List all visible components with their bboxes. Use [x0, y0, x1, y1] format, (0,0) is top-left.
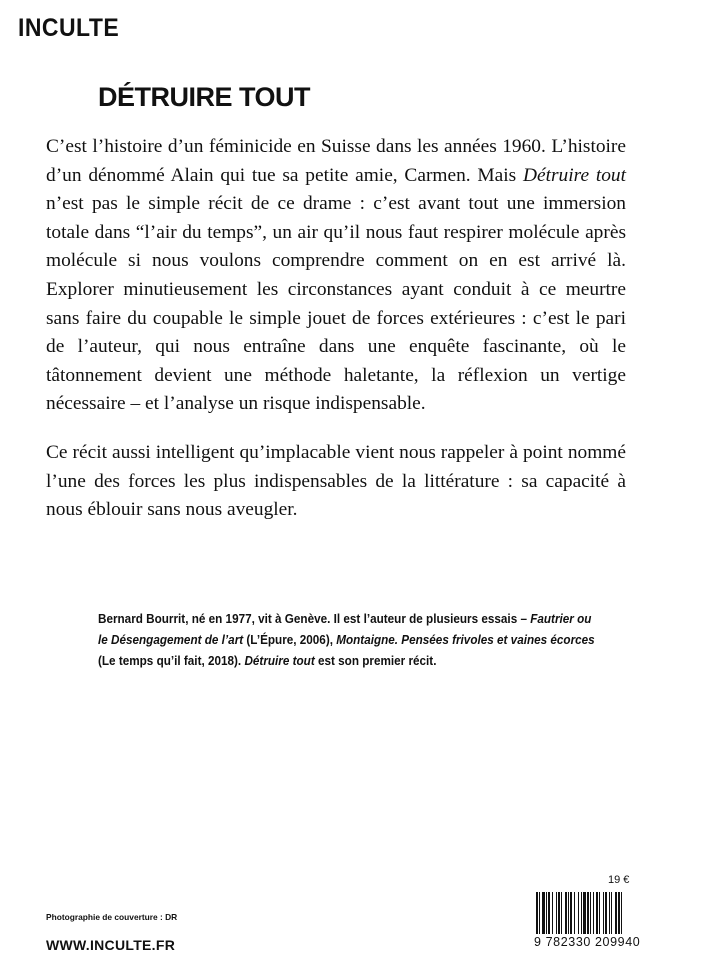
author-bio-text: [98, 609, 600, 672]
back-cover-blurb: [46, 133, 626, 525]
blurb-paragraph-2: Ce récit aussi intelligent qu’implacable vient nous rappeler à point nommé l’une des forces les plus indispensables de la littérature : sa capacité à nous éblouir sans nous aveugler.: [46, 441, 626, 521]
blurb-paragraph-1: [46, 133, 626, 419]
bio-work-title: Montaigne. Pensées frivoles et vaines écorces: [336, 633, 595, 647]
publisher-website: WWW.INCULTE.FR: [46, 937, 176, 953]
barcode-bars: [534, 892, 652, 936]
bio-work-title: Fautrier ou le Désengagement de l’art: [98, 612, 592, 647]
bio-text: Bernard Bourrit, né en 1977, vit à Genève. Il est l’auteur de plusieurs essais –: [98, 612, 531, 626]
blurb-text: n’est pas le simple récit de ce drame : c’est avant tout une immersion totale dans “l’air du temps”, un air qu’il nous faut respirer molécule après molécule si nous voulons comprendre comment on en est arrivé là. Explorer minutieusement les circonstances ayant conduit à ce meurtre sans faire du coupable le simple jouet de forces extérieures : c’est le pari de l’auteur, qui nous entraîne dans une enquête fascinante, où le tâtonnement devient une méthode haletante, la réflexion un vertige nécessaire – et l’analyse un risque indispensable.: [46, 193, 626, 415]
bio-text: est son premier récit.: [314, 654, 437, 668]
bio-text: (L’Épure, 2006),: [243, 633, 337, 647]
bio-text: (Le temps qu’il fait, 2018).: [98, 654, 245, 668]
book-title: DÉTRUIRE TOUT: [98, 82, 311, 112]
blurb-title-italic: Détruire tout: [523, 164, 626, 186]
blurb-text: C’est l’histoire d’un féminicide en Suisse dans les années 1960. L’histoire d’un dénommé Alain qui tue sa petite amie, Carmen. Mais: [46, 136, 626, 186]
isbn-digits: 9 782330 209940: [534, 935, 641, 949]
bio-work-title: Détruire tout: [244, 654, 315, 668]
author-bio: [98, 609, 600, 672]
publisher-logo: INCULTE: [18, 14, 120, 42]
price-label: 19 €: [608, 874, 630, 886]
photo-credit: Photographie de couverture : DR: [46, 912, 178, 922]
